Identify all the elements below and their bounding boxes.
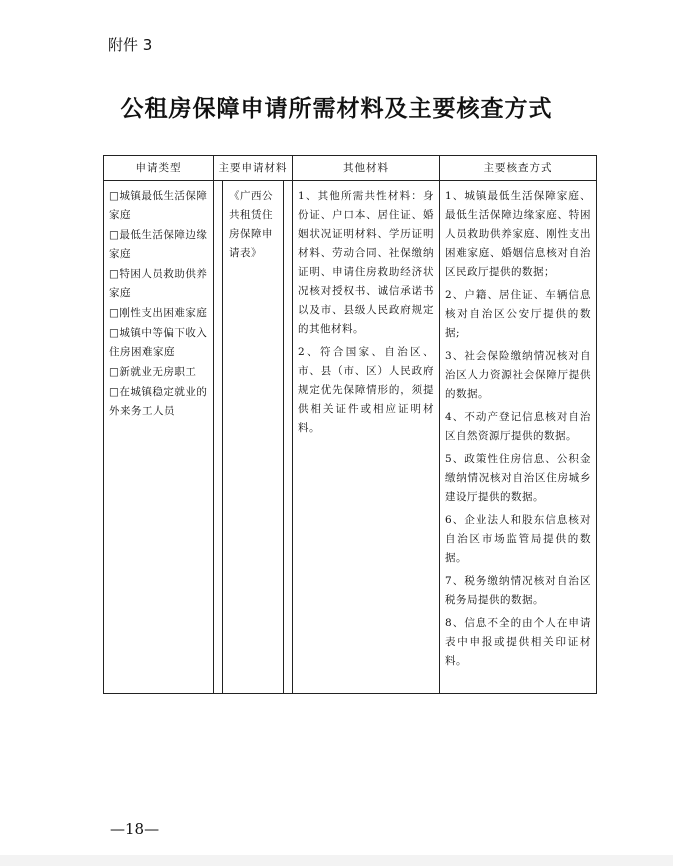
other-materials-cell	[293, 181, 440, 694]
table-header-row	[104, 156, 597, 181]
other-material-item: 1、其他所需共性材料：身份证、户口本、居住证、婚姻状况证明材料、学历证明材料、劳动合同、社保缴纳证明、申请住房救助经济状况核对授权书、诚信承诺书以及市、县级人民政府规定的其他材料。	[298, 190, 434, 335]
page-number: —18—	[110, 820, 160, 838]
application-type-item: □城镇中等偏下收入住房困难家庭	[109, 327, 208, 358]
application-type-item: □在城镇稳定就业的外来务工人员	[109, 386, 208, 417]
main-materials-text: 《广西公共租赁住房保障申请表》	[229, 190, 273, 259]
verification-item: 4、不动产登记信息核对自治区自然资源厅提供的数据。	[445, 411, 591, 442]
header-main-materials: 主要申请材料	[214, 156, 293, 181]
verification-item: 6、企业法人和股东信息核对自治区市场监管局提供的数据。	[445, 514, 591, 564]
annex-label: 附件 3	[108, 36, 153, 54]
verification-item: 2、户籍、居住证、车辆信息核对自治区公安厅提供的数据;	[445, 289, 591, 339]
page-bottom-edge	[0, 855, 673, 866]
other-material-item: 2、符合国家、自治区、市、县（市、区）人民政府规定优先保障情形的，须提供相关证件或相应证明材料。	[298, 346, 434, 434]
header-verification-method: 主要核查方式	[440, 156, 597, 181]
verification-item: 1、城镇最低生活保障家庭、最低生活保障边缘家庭、特困人员救助供养家庭、刚性支出困难家庭、婚姻信息核对自治区民政厅提供的数据；	[445, 190, 591, 278]
verification-methods-cell	[440, 181, 597, 694]
application-type-item: □新就业无房职工	[109, 366, 197, 378]
application-type-item: □刚性支出困难家庭	[109, 307, 208, 319]
application-type-item: □最低生活保障边缘家庭	[109, 229, 208, 260]
verification-item: 3、社会保险缴纳情况核对自治区人力资源社会保障厅提供的数据。	[445, 350, 591, 400]
document-title: 公租房保障申请所需材料及主要核查方式	[120, 95, 553, 122]
header-application-type: 申请类型	[104, 156, 214, 181]
table-row	[104, 181, 597, 694]
verification-item: 7、税务缴纳情况核对自治区税务局提供的数据。	[445, 575, 591, 606]
verification-item: 8、信息不全的由个人在申请表中申报或提供相关印证材料。	[445, 617, 591, 667]
application-type-item: □城镇最低生活保障家庭	[109, 190, 208, 221]
verification-item: 5、政策性住房信息、公积金缴纳情况核对自治区住房城乡建设厅提供的数据。	[445, 453, 591, 503]
header-other-materials: 其他材料	[293, 156, 440, 181]
application-types-cell	[104, 181, 214, 694]
application-type-item: □特困人员救助供养家庭	[109, 268, 208, 299]
materials-table	[103, 155, 597, 694]
main-materials-cell	[214, 181, 293, 694]
